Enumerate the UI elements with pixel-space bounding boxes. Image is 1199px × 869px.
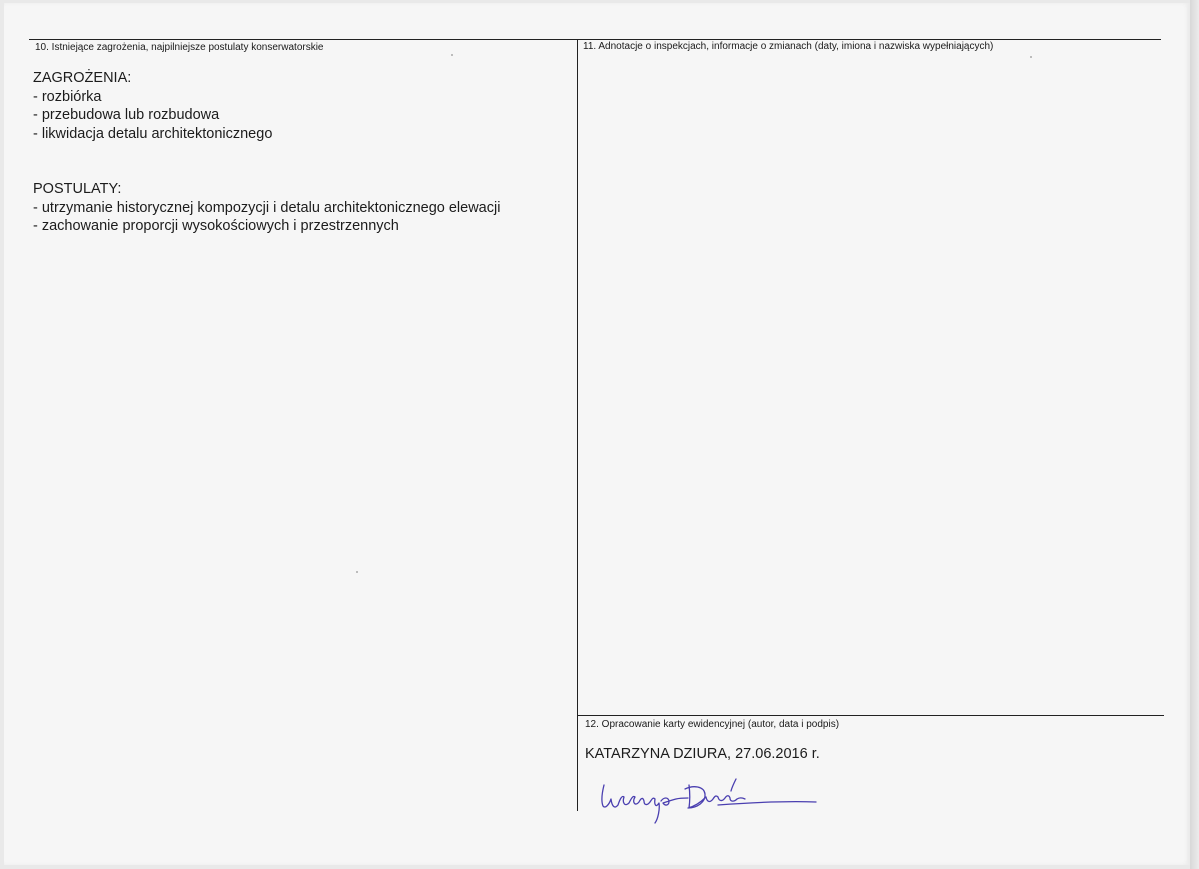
scan-speck [451,54,453,56]
scan-speck [356,571,358,573]
section-11-top-rule [577,39,1161,40]
threat-item: - likwidacja detalu architektonicznego [33,125,273,142]
postulate-item: - zachowanie proporcji wysokościowych i przestrzennych [33,218,399,235]
author-line: KATARZYNA DZIURA, 27.06.2016 r. [585,746,820,762]
column-divider [577,39,578,811]
threat-item: - przebudowa lub rozbudowa [33,107,220,124]
section-12-top-rule [577,715,1164,716]
postulates-heading: POSTULATY: [33,181,122,197]
section-11-label: 11. Adnotacje o inspekcjach, informacje o zmianach (daty, imiona i nazwiska wypełniających) [583,41,994,52]
handwritten-signature [598,775,823,833]
section-12-label: 12. Opracowanie karty ewidencyjnej (autor, data i podpis) [585,719,840,730]
scan-edge [1190,0,1199,869]
postulates-block [33,180,500,236]
section-10-label: 10. Istniejące zagrożenia, najpilniejsze postulaty konserwatorskie [35,42,324,53]
threat-item: - rozbiórka [33,88,102,105]
threats-heading: ZAGROŻENIA: [33,70,132,86]
postulate-item: - utrzymanie historycznej kompozycji i detalu architektonicznego elewacji [33,199,501,216]
section-10-top-rule [29,39,577,40]
threats-block [33,69,272,143]
scan-speck [1030,56,1032,58]
